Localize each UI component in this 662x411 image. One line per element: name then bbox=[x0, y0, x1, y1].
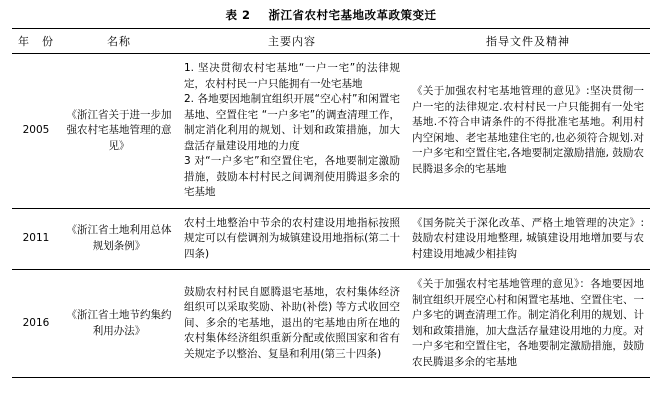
table-row bbox=[12, 270, 650, 378]
table-caption-number: 表 2 bbox=[225, 8, 251, 22]
table-caption bbox=[12, 0, 650, 28]
cell-year: 2011 bbox=[12, 208, 60, 270]
column-header-name: 名称 bbox=[60, 29, 178, 54]
cell-guiding-document: 《国务院关于深化改革、严格土地管理的决定》: 鼓励农村建设用地整理, 城镇建设用地增加要与农村建设用地减少相挂钩 bbox=[406, 208, 650, 270]
cell-main-content: 1. 坚决贯彻农村宅基地“一户一宅”的法律规定，农村村民一户只能拥有一处宅基地 2. 各地要因地制宜组织开展“空心村”和闲置宅基地、空置住宅 “一户多宅”的调查清理工作，制定消化利用的规划、计划和政策措施，加大盘活存量建设用地的力度 3 对“一户多宅”和空置住宅，各地要制定激励措施，鼓励本村村民之间调剂使用腾退多余的宅基地 bbox=[178, 54, 406, 209]
cell-main-content: 农村土地整治中节余的农村建设用地指标按照规定可以有偿调剂为城镇建设用地指标(第二十四条) bbox=[178, 208, 406, 270]
cell-guiding-document: 《关于加强农村宅基地管理的意见》：各地要因地制宜组织开展空心村和闲置宅基地、空置住宅、一户多宅的调查清理工作。制定消化利用的规划、计划和政策措施，加大盘活存量建设用地的力度。对一户多宅和空置住宅，各地要制定激励措施，鼓励农民腾退多余的宅基地 bbox=[406, 270, 650, 378]
cell-policy-name: 《浙江省关于进一步加强农村宅基地管理的意见》 bbox=[60, 54, 178, 209]
cell-main-content: 鼓励农村村民自愿腾退宅基地，农村集体经济组织可以采取奖励、补助(补偿) 等方式收回空间、多余的宅基地，退出的宅基地由所在地的农村集体经济组织重新分配或依照国家和省有关规定予以整治、复垦和利用(第三十四条) bbox=[178, 270, 406, 378]
table-caption-title: 浙江省农村宅基地改革政策变迁 bbox=[268, 8, 437, 22]
cell-year: 2016 bbox=[12, 270, 60, 378]
table-row bbox=[12, 54, 650, 209]
table-row bbox=[12, 208, 650, 270]
cell-year: 2005 bbox=[12, 54, 60, 209]
column-header-guiding-document: 指导文件及精神 bbox=[406, 29, 650, 54]
cell-policy-name: 《浙江省土地节约集约利用办法》 bbox=[60, 270, 178, 378]
policy-table bbox=[12, 28, 650, 378]
cell-policy-name: 《浙江省土地利用总体规划条例》 bbox=[60, 208, 178, 270]
column-header-main-content: 主要内容 bbox=[178, 29, 406, 54]
table-header-row bbox=[12, 29, 650, 54]
cell-guiding-document: 《关于加强农村宅基地管理的意见》:坚决贯彻一户一宅的法律规定.农村村民一户只能拥有一处宅基地.不符合申请条件的不得批准宅基地。利用村内空闲地、老宅基地建住宅的,也必须符合规划.对一户多宅和空置住宅,各地要制定激励措施, 鼓励农民腾退多余的宅基地 bbox=[406, 54, 650, 209]
column-header-year: 年 份 bbox=[12, 29, 60, 54]
